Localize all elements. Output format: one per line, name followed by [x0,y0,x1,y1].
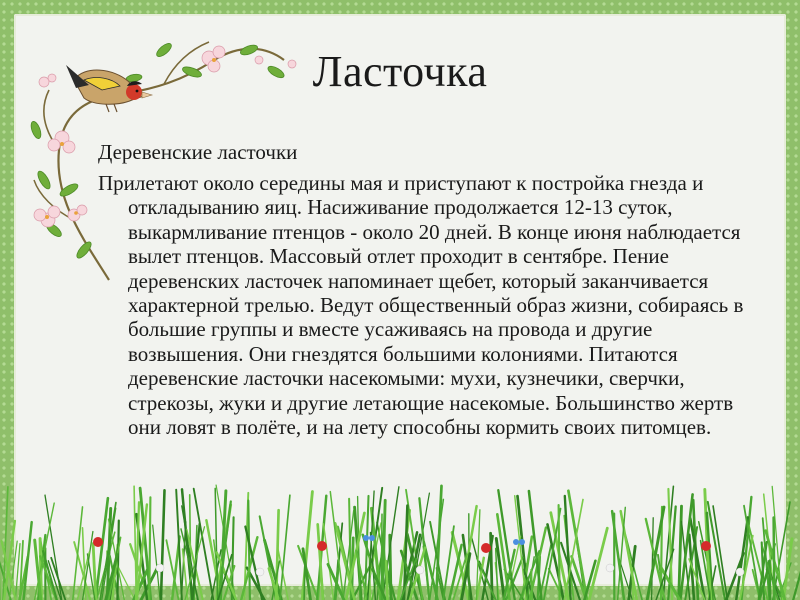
grass-blade [559,505,560,600]
slide-title: Ласточка [312,47,488,96]
grass-blade [335,569,338,600]
grass-blade [215,488,217,600]
grass-blade [713,506,727,600]
grass-blade [386,561,387,600]
grass-blade [176,490,182,600]
grass-blade [161,490,165,600]
grass-blade [793,534,800,600]
slide-subtitle: Деревенские ласточки [98,140,298,164]
grass-blade [632,568,633,600]
grass-blade [245,527,262,600]
grass-blade [783,539,792,600]
grass-blade [531,570,532,600]
grass-blade [149,497,150,600]
grass-blade [248,501,250,600]
grass-blade [24,522,32,600]
grass-blade [652,518,654,600]
grass-blade [589,528,607,600]
grass-blade [117,521,118,600]
grass-blade [324,524,334,600]
grass-border-illustration [0,480,800,600]
grass-blade [774,518,775,600]
grass-blade [96,498,108,600]
slide-body-text: Прилетают около середины мая и приступают к постройка гнезда и откладыванию яиц. Насиживание продолжается 12-13 суток, выкармливание птенцов - около 20 дней. В конце июня наблюдается вылет птенцов. Массовый отлет проходит в сентябре. Пение деревенских ласточек напоминает щебет, который заканчивается характерной трелью. Ведут общественный образ жизни, собираясь в большие группы и вместе усаживаясь на провода и другие возвышения. Они гнездятся большими колониями. Питаются деревенские ласточки насекомыми: мухи, кузнечики, сверчки, стрекозы, жуки и другие летающие насекомые. Большинство жертв они ловят в полёте, и на лету способны кормить своих питомцев. [98,171,744,440]
grass-blade [153,525,160,600]
grass-blade [769,561,770,600]
